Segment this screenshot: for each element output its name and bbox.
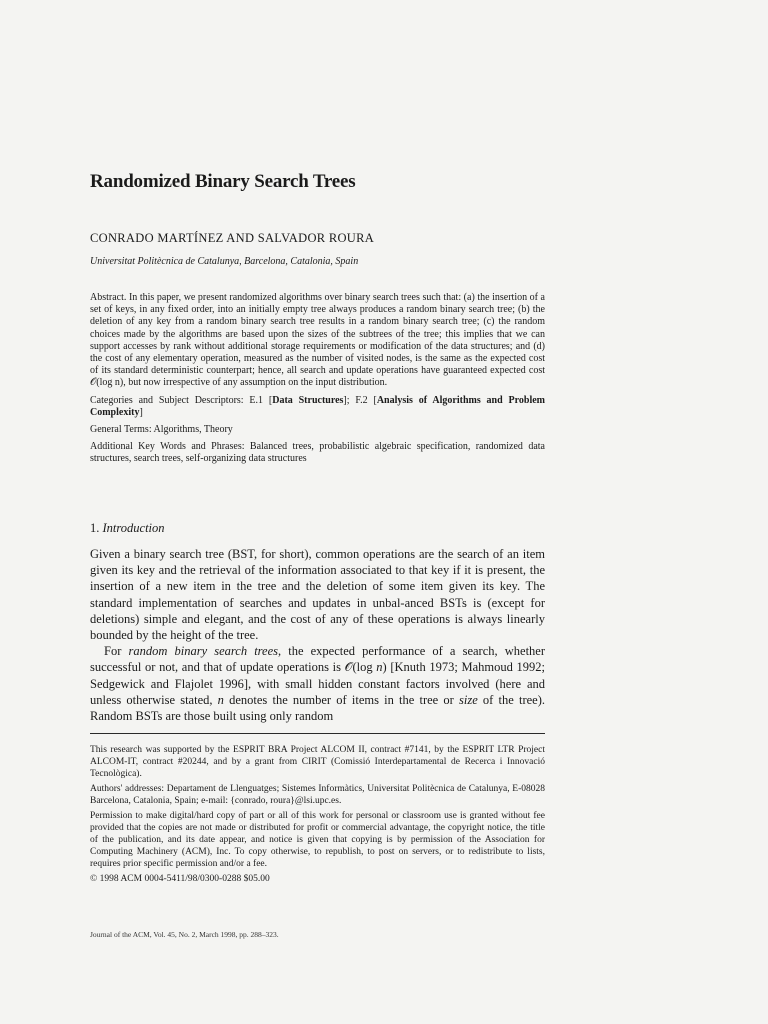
math-n: n xyxy=(217,692,224,707)
footnotes-section xyxy=(90,744,545,888)
paper-affiliation: Universitat Politècnica de Catalunya, Barcelona, Catalonia, Spain xyxy=(90,256,359,267)
intro-paragraph-2 xyxy=(90,643,545,724)
footnote-support: This research was supported by the ESPRIT BRA Project ALCOM II, contract #7141, by the ESPRIT LTR Project ALCOM-IT, contract #20244, and by a grant from CIRIT (Comissió Interdepartamental de Recerca i Innovació Tecnològica). xyxy=(90,745,545,779)
general-terms: General Terms: Algorithms, Theory xyxy=(90,424,233,436)
paper-title: Randomized Binary Search Trees xyxy=(90,171,356,192)
categories-term-data-structures: Data Structures xyxy=(272,394,344,406)
footnote-permission: Permission to make digital/hard copy of part or all of this work for personal or classroom use is granted without fee provided that the copies are not made or distributed for profit or commercial advantage, the copyright notice, the title of the publication, and its date appear, and notice is given that copying is by permission of the Association for Computing Machinery (ACM), Inc. To copy otherwise, to republish, to post on servers, or to redistribute to lists, requires prior specific permission and/or a fee. xyxy=(90,811,545,869)
abstract-section xyxy=(90,292,545,471)
section-heading xyxy=(90,521,545,536)
categories-mid: ]; F.2 [ xyxy=(343,394,377,406)
paper-page xyxy=(90,0,545,1024)
categories-prefix: Categories and Subject Descriptors: E.1 [ xyxy=(90,394,273,406)
categories-suffix: ] xyxy=(139,406,143,418)
footnote-addresses: Authors' addresses: Departament de Llenguatges; Sistemes Informàtics, Universitat Politècnica de Catalunya, E-08028 Barcelona, Catalonia, Spain; e-mail: {conrado, roura}@lsi.upc.es. xyxy=(90,784,545,806)
intro-paragraph-1: Given a binary search tree (BST, for short), common operations are the search of an item given its key and the retrieval of the information associated to that key if it is present, the insertion of a new item in the tree and the deletion of some item given its key. The standard implementation of searches and updates in unbal-anced BSTs is (except for deletions) simple and elegant, and the cost of any of these operations is always linearly bounded by the height of the tree. xyxy=(90,547,545,643)
emphasis-random-bst: random binary search trees xyxy=(128,644,279,659)
text-run: of the tree). Random BSTs are those built using only random xyxy=(90,692,545,724)
text-run: ) [Knuth 1973; Mahmoud 1992; Sedgewick and Flajolet 1996], with small hidden constant factors involved (here and unless otherwise stated, xyxy=(90,660,545,707)
keywords: Additional Key Words and Phrases: Balanced trees, probabilistic algebraic specification, randomized data structures, search trees, self-organizing data structures xyxy=(90,441,545,465)
text-run: denotes the number of items in the tree or xyxy=(223,692,459,707)
abstract-text: Abstract. In this paper, we present randomized algorithms over binary search trees such that: (a) the insertion of a set of keys, in any fixed order, into an initially empty tree always produces a random binary search tree; (b) the deletion of any key from a random binary search tree results in a random binary search tree; (c) the random choices made by the algorithms are based upon the sizes of the subtrees of the tree; this implies that we can support accesses by rank without additional storage requirements or modification of the data structures; and (d) the cost of any elementary operation, measured as the number of visited nodes, is the same as the expected cost of its standard deterministic counterpart; hence, all search and update operations have guaranteed expected cost 𝒪(log n), but now irrespective of any assumption on the input distribution. xyxy=(90,292,545,389)
section-number: 1. xyxy=(90,521,100,535)
text-run: , the expected performance of a search, whether successful or not, and that of update operations is 𝒪(log xyxy=(90,644,545,675)
text-run: For xyxy=(104,644,129,659)
footnote-copyright: © 1998 ACM 0004-5411/98/0300-0288 $05.00 xyxy=(90,874,270,884)
categories-line xyxy=(90,395,545,419)
introduction-section xyxy=(90,521,545,724)
introduction-body xyxy=(90,546,545,724)
emphasis-size: size xyxy=(459,692,478,707)
journal-reference: Journal of the ACM, Vol. 45, No. 2, March 1998, pp. 288–323. xyxy=(90,930,279,939)
categories-term-analysis: Analysis of Algorithms and Problem Complexity xyxy=(90,394,545,418)
section-title: Introduction xyxy=(102,521,165,535)
footnote-rule xyxy=(90,733,545,734)
paper-authors: CONRADO MARTÍNEZ AND SALVADOR ROURA xyxy=(90,231,375,245)
math-n: n xyxy=(376,660,383,675)
